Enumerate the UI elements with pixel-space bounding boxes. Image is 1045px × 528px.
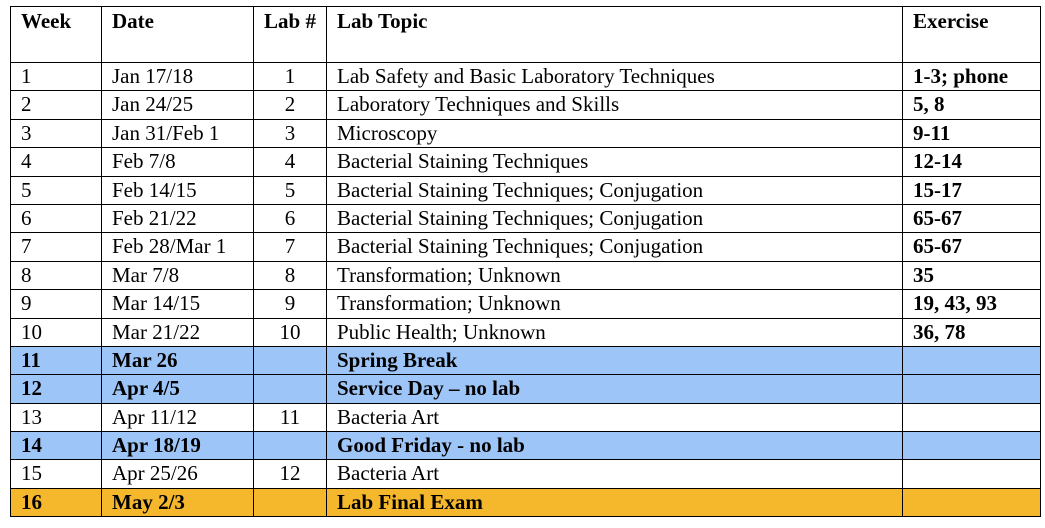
table-row [11,318,1041,346]
table-row [11,346,1041,374]
exercise-cell: 65-67 [903,233,1041,261]
lab-number-cell: 9 [254,290,327,318]
table-row [11,261,1041,289]
lab-topic-cell: Spring Break [327,346,903,374]
date-cell: Mar 21/22 [102,318,254,346]
lab-number-cell [254,346,327,374]
exercise-cell: 15-17 [903,176,1041,204]
week-cell: 9 [11,290,102,318]
date-cell: Feb 7/8 [102,148,254,176]
table-row [11,204,1041,232]
exercise-cell [903,460,1041,488]
week-cell: 6 [11,204,102,232]
lab-topic-cell: Microscopy [327,119,903,147]
lab-number-cell [254,488,327,516]
week-cell: 3 [11,119,102,147]
week-cell: 2 [11,91,102,119]
exercise-cell [903,346,1041,374]
header-exercise: Exercise [903,7,1041,63]
table-row [11,290,1041,318]
lab-topic-cell: Bacterial Staining Techniques; Conjugation [327,233,903,261]
date-cell: Feb 14/15 [102,176,254,204]
date-cell: Mar 7/8 [102,261,254,289]
lab-number-cell: 4 [254,148,327,176]
table-row [11,233,1041,261]
date-cell: Mar 26 [102,346,254,374]
table-row [11,488,1041,516]
exercise-cell: 35 [903,261,1041,289]
exercise-cell [903,403,1041,431]
lab-topic-cell: Lab Safety and Basic Laboratory Techniques [327,63,903,91]
lab-topic-cell: Bacterial Staining Techniques; Conjugation [327,176,903,204]
date-cell: Feb 21/22 [102,204,254,232]
date-cell: Jan 17/18 [102,63,254,91]
lab-topic-cell: Bacteria Art [327,403,903,431]
table-row [11,176,1041,204]
exercise-cell [903,375,1041,403]
lab-number-cell: 7 [254,233,327,261]
table-row [11,432,1041,460]
lab-schedule-table [10,6,1041,517]
week-cell: 16 [11,488,102,516]
week-cell: 5 [11,176,102,204]
lab-topic-cell: Bacteria Art [327,460,903,488]
date-cell: Apr 18/19 [102,432,254,460]
date-cell: Jan 31/Feb 1 [102,119,254,147]
exercise-cell: 12-14 [903,148,1041,176]
lab-number-cell [254,375,327,403]
week-cell: 11 [11,346,102,374]
exercise-cell: 19, 43, 93 [903,290,1041,318]
date-cell: Apr 4/5 [102,375,254,403]
table-row [11,148,1041,176]
header-row [11,7,1041,63]
week-cell: 10 [11,318,102,346]
table-row [11,403,1041,431]
week-cell: 1 [11,63,102,91]
lab-number-cell: 10 [254,318,327,346]
date-cell: Feb 28/Mar 1 [102,233,254,261]
exercise-cell: 65-67 [903,204,1041,232]
exercise-cell [903,432,1041,460]
table-row [11,91,1041,119]
week-cell: 8 [11,261,102,289]
lab-topic-cell: Bacterial Staining Techniques [327,148,903,176]
week-cell: 15 [11,460,102,488]
exercise-cell: 9-11 [903,119,1041,147]
week-cell: 14 [11,432,102,460]
date-cell: Jan 24/25 [102,91,254,119]
exercise-cell: 36, 78 [903,318,1041,346]
lab-number-cell: 2 [254,91,327,119]
exercise-cell: 5, 8 [903,91,1041,119]
lab-number-cell: 11 [254,403,327,431]
header-week: Week [11,7,102,63]
exercise-cell [903,488,1041,516]
lab-topic-cell: Good Friday - no lab [327,432,903,460]
table-row [11,63,1041,91]
week-cell: 13 [11,403,102,431]
date-cell: Apr 11/12 [102,403,254,431]
table-row [11,375,1041,403]
header-lab-topic: Lab Topic [327,7,903,63]
lab-number-cell: 5 [254,176,327,204]
week-cell: 4 [11,148,102,176]
lab-topic-cell: Lab Final Exam [327,488,903,516]
date-cell: Mar 14/15 [102,290,254,318]
lab-topic-cell: Bacterial Staining Techniques; Conjugation [327,204,903,232]
table-row [11,119,1041,147]
lab-number-cell: 6 [254,204,327,232]
lab-topic-cell: Laboratory Techniques and Skills [327,91,903,119]
lab-number-cell: 1 [254,63,327,91]
lab-number-cell [254,432,327,460]
lab-topic-cell: Transformation; Unknown [327,290,903,318]
header-date: Date [102,7,254,63]
lab-number-cell: 3 [254,119,327,147]
lab-number-cell: 8 [254,261,327,289]
exercise-cell: 1-3; phone [903,63,1041,91]
week-cell: 12 [11,375,102,403]
lab-topic-cell: Service Day – no lab [327,375,903,403]
lab-topic-cell: Transformation; Unknown [327,261,903,289]
table-row [11,460,1041,488]
week-cell: 7 [11,233,102,261]
lab-number-cell: 12 [254,460,327,488]
lab-topic-cell: Public Health; Unknown [327,318,903,346]
date-cell: May 2/3 [102,488,254,516]
header-lab-number: Lab # [254,7,327,63]
date-cell: Apr 25/26 [102,460,254,488]
